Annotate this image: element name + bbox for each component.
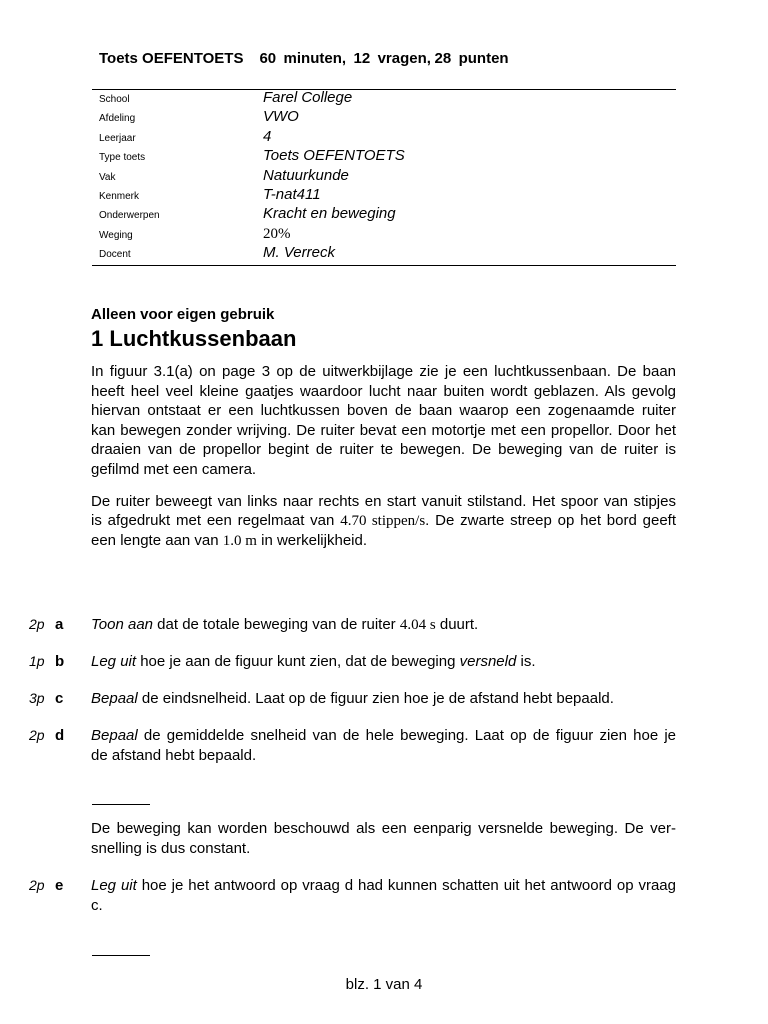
section-heading — [91, 326, 296, 352]
question-line — [91, 876, 676, 896]
answer-separator — [92, 804, 150, 805]
info-row-kenmerk — [92, 187, 676, 206]
exam-header — [99, 49, 509, 69]
question-verb: Bepaal — [91, 690, 138, 707]
question-points: 3p — [29, 690, 45, 706]
question-text — [91, 726, 676, 765]
question-d — [0, 726, 768, 764]
exam-title: Toets OEFENTOETS — [99, 50, 244, 67]
question-e — [0, 876, 768, 914]
exam-info-table — [92, 89, 676, 266]
question-points: 2p — [29, 727, 45, 743]
question-text — [91, 876, 676, 915]
question-b — [0, 652, 768, 672]
question-verb: Leg uit — [91, 653, 137, 670]
info-row-school — [92, 90, 676, 109]
info-label: Weging — [99, 229, 133, 241]
question-text-part: de gemiddelde snelheid van de hele beweging. Laat op de figuur zien hoe je — [137, 727, 676, 744]
question-text-part: is. — [516, 653, 536, 670]
paragraph-line: De ruiter beweegt van links naar rechts en start vanuit stilstand. Het spoor van stipjes — [91, 492, 676, 510]
question-line — [91, 726, 676, 746]
question-text — [91, 615, 676, 635]
info-value: T-nat411 — [263, 185, 321, 203]
question-verb: Leg uit — [91, 877, 137, 894]
paragraph-line: kan bewegen zonder wrijving. De ruiter bevat een motortje met een propellor. Door het — [91, 421, 676, 439]
question-a — [0, 615, 768, 635]
info-row-type-toets — [92, 148, 676, 167]
question-line: de afstand hebt bepaald. — [91, 746, 257, 764]
paragraph-line: heeft heel veel kleine gaatjes waardoor lucht naar buiten wordt geblazen. Als gevolg — [91, 382, 676, 400]
info-label: Docent — [99, 249, 131, 261]
question-line — [91, 615, 676, 635]
info-label: Afdeling — [99, 113, 136, 125]
question-verb: Toon aan — [91, 616, 154, 633]
question-text-part: hoe je het antwoord op vraag d had kunnen schatten uit het antwoord op vraag — [136, 877, 676, 894]
info-label: Kenmerk — [99, 190, 140, 202]
paragraph-line: draaien van de propellor begint de ruiter te bewegen. De beweging van de ruiter is — [91, 441, 676, 458]
question-letter: d — [55, 727, 65, 744]
usage-notice: Alleen voor eigen gebruik — [91, 306, 275, 323]
question-text-part: hoe je aan de figuur kunt zien, dat de beweging — [136, 653, 460, 670]
info-label: Type toets — [99, 152, 146, 164]
info-label: Onderwerpen — [99, 210, 160, 222]
paragraph-line: gefilmd met een camera. — [91, 460, 257, 478]
exam-question-count: 12 vragen, — [353, 50, 431, 67]
intro-paragraph-1 — [91, 362, 676, 479]
paragraph-text: . De zwarte streep op het bord geeft — [425, 512, 676, 529]
question-text-part: de eindsnelheid. Laat op de figuur zien hoe je de afstand hebt bepaald. — [137, 690, 614, 707]
info-value: M. Verreck — [263, 244, 335, 262]
info-label: Vak — [99, 171, 116, 183]
statement-paragraph — [91, 819, 676, 858]
info-row-leerjaar — [92, 129, 676, 148]
answer-separator — [92, 955, 150, 956]
question-points: 2p — [29, 616, 45, 632]
board-length-value: 1.0 m — [222, 532, 257, 549]
question-text-part: dat de totale beweging van de ruiter — [153, 616, 400, 633]
question-letter: e — [55, 877, 64, 894]
dot-rate-value: 4.70 stippen/s — [340, 513, 426, 529]
paragraph-text: is afgedrukt met een regelmaat van — [91, 512, 341, 529]
question-points: 1p — [29, 653, 45, 669]
question-line: c. — [91, 896, 103, 914]
info-label: School — [99, 94, 130, 105]
question-line — [91, 652, 676, 672]
question-line — [91, 689, 676, 709]
question-text — [91, 689, 676, 709]
paragraph-line — [91, 511, 676, 531]
question-text — [91, 652, 676, 672]
info-row-weging — [92, 226, 676, 245]
section-title: Luchtkussenbaan — [109, 326, 297, 351]
intro-paragraph-2 — [91, 492, 676, 551]
question-emphasis: versneld — [459, 653, 517, 670]
info-row-docent — [92, 245, 676, 264]
question-verb: Bepaal — [91, 727, 138, 744]
info-value: 4 — [263, 127, 272, 145]
paragraph-line: snelling is dus constant. — [91, 839, 251, 857]
paragraph-line: In figuur 3.1(a) on page 3 op de uitwerkbijlage zie je een luchtkussenbaan. De baan — [91, 363, 676, 380]
page-number: blz. 1 van 4 — [345, 976, 423, 993]
info-value: VWO — [263, 108, 299, 126]
info-value: 20% — [263, 225, 291, 242]
question-text-part: duurt. — [435, 616, 479, 633]
info-value: Toets OEFENTOETS — [263, 147, 405, 165]
question-letter: c — [55, 690, 64, 707]
question-c — [0, 689, 768, 709]
info-row-afdeling — [92, 109, 676, 128]
question-points: 2p — [29, 877, 45, 893]
info-row-onderwerpen — [92, 206, 676, 225]
question-letter: b — [55, 653, 65, 670]
info-value: Natuurkunde — [263, 166, 349, 184]
paragraph-line: hiervan ontstaat er een luchtkussen boven de baan waarop een zogenaamde ruiter — [91, 402, 676, 419]
exam-duration: 60 minuten, — [259, 50, 347, 67]
duration-value: 4.04 s — [399, 617, 436, 633]
info-value: Farel College — [263, 89, 353, 106]
paragraph-text: een lengte aan van — [91, 531, 223, 549]
info-label: Leerjaar — [99, 132, 136, 144]
section-number: 1 — [91, 326, 104, 351]
exam-total-points: 28 punten — [434, 50, 509, 67]
paragraph-line: De beweging kan worden beschouwd als een eenparig versnelde beweging. De ver- — [91, 820, 676, 837]
paragraph-line — [91, 531, 676, 551]
info-row-vak — [92, 168, 676, 187]
question-letter: a — [55, 616, 64, 633]
info-value: Kracht en beweging — [263, 205, 396, 223]
paragraph-text: in werkelijkheid. — [256, 531, 367, 549]
